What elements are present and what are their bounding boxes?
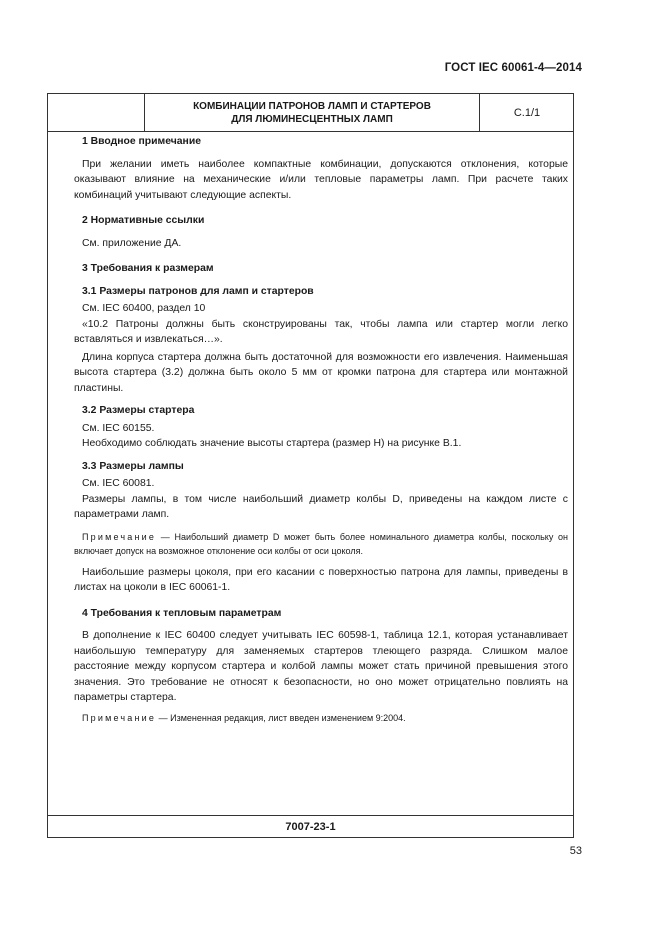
section-3-3-paragraph-2: Наибольшие размеры цоколя, при его касании с поверхностью патрона для лампы, приведены в листах на цоколи в IEC 60061-1. [74,566,568,593]
note-text: — Наибольший диаметр D может быть более номинального диаметра колбы, поскольку он включает допуск на возможное отклонение оси колбы от оси цоколя. [74,531,568,556]
section-4-paragraph: В дополнение к IEC 60400 следует учитывать IEC 60598-1, таблица 12.1, которая устанавливает наибольшую температуру для заменяемых стартеров тлеющего разряда. Слишком малое расстояние между корпусом стартера и колбой лампы может стать причиной превышения этого значения. Это требование не относят к безопасности, но оно может отрицательно повлиять на параметры стартера. [74,630,568,703]
sheet-code: С.1/1 [479,94,574,131]
section-3-3-note [74,530,568,558]
section-1-paragraph: При желании иметь наиболее компактные комбинации, допускаются отклонения, которые оказывают влияние на механические и/или тепловые параметры ламп. При расчете таких комбинаций учитывают следующие аспекты. [74,158,568,201]
sheet-title-line-2: ДЛЯ ЛЮМИНЕСЦЕНТНЫХ ЛАМП [231,113,393,125]
sheet-content [74,134,568,706]
section-3-3-reference: См. IEC 60081. [82,478,155,489]
bottom-note-text: — Измененная редакция, лист введен изменением 9:2004. [156,713,406,723]
section-3-1-paragraph: Длина корпуса стартера должна быть достаточной для возможности его извлечения. Наименьшая высота стартера (3.2) должна быть около 5 мм от кромки патрона для стартера или монтажной пластины. [74,351,568,394]
section-3-3-heading: 3.3 Размеры лампы [82,460,184,472]
section-3-1-heading: 3.1 Размеры патронов для ламп и стартеров [82,285,314,297]
section-3-heading: 3 Требования к размерам [82,263,214,274]
page-number: 53 [569,845,582,857]
section-2-heading: 2 Нормативные ссылки [82,215,205,226]
sheet-header [48,94,573,132]
section-3-1-reference: См. IEC 60400, раздел 10 [82,303,206,314]
sheet-title-line-1: КОМБИНАЦИИ ПАТРОНОВ ЛАМП И СТАРТЕРОВ [193,100,431,112]
section-3-3-paragraph: Размеры лампы, в том числе наибольший диаметр колбы D, приведены на каждом листе с параметрами ламп. [74,493,568,520]
note-label: Примечание [82,531,157,542]
section-3-2-heading: 3.2 Размеры стартера [82,405,195,416]
sheet-title [145,94,479,131]
section-3-2-paragraph: Необходимо соблюдать значение высоты стартера (размер H) на рисунке В.1. [82,438,462,449]
sheet-number: 7007-23-1 [48,815,573,837]
section-1-heading: 1 Вводное примечание [82,136,201,147]
standard-code: ГОСТ IEC 60061-4—2014 [444,62,582,74]
bottom-note [82,711,406,725]
header-left-cell [48,94,145,131]
section-4-heading: 4 Требования к тепловым параметрам [82,607,282,619]
section-2-paragraph: См. приложение ДА. [82,237,182,249]
bottom-note-label: Примечание [82,713,157,723]
section-3-2-reference: См. IEC 60155. [82,422,155,434]
section-3-1-quote: «10.2 Патроны должны быть сконструированы так, чтобы лампа или стартер могли легко вставляться и извлекаться…». [74,318,568,345]
